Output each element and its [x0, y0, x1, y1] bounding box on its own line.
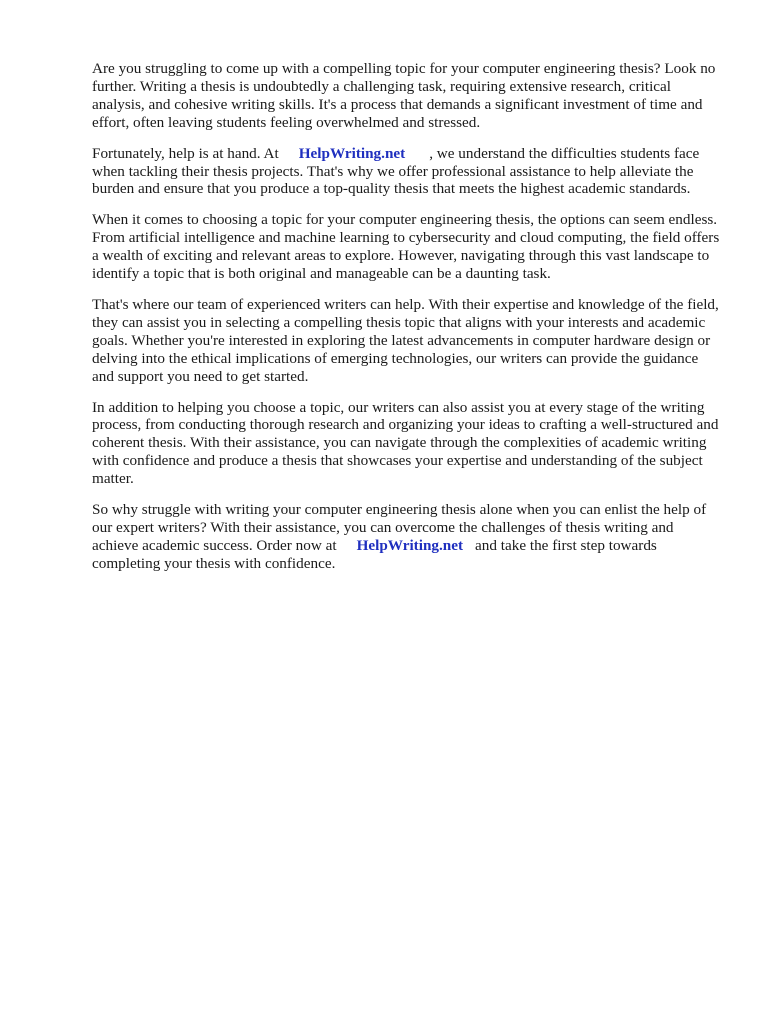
paragraph-intro: Are you struggling to come up with a compelling topic for your computer engineering thesis? Look no further. Writing a thesis is undoubtedly a challenging task, requiring extensive research, critical analysis, and cohesive writing skills. It's a process that demands a significant investment of time and effort, often leaving students feeling overwhelmed and stressed.	[92, 60, 716, 131]
paragraph-stages: In addition to helping you choose a topic, our writers can also assist you at every stage of the writing process, from conducting thorough research and organizing your ideas to crafting a well-structured and coherent thesis. With their assistance, you can navigate through the complexities of academic writing with confidence and produce a thesis that showcases your expertise and understanding of the subject matter.	[92, 398, 719, 488]
paragraph-closing	[92, 501, 722, 573]
paragraph-writers: That's where our team of experienced writers can help. With their expertise and knowledge of the field, they can assist you in selecting a compelling thesis topic that aligns with your interests and academic goals. Whether you're interested in exploring the latest advancements in computer hardware design or delving into the ethical implications of emerging technologies, our writers can provide the guidance and support you need to get started.	[92, 295, 719, 385]
paragraph-help-text-after: , we understand the difficulties students face when tackling their thesis projects. That's why we offer professional assistance to help alleviate the burden and ensure that you produce a top-quality thesis that meets the highest academic standards.	[92, 144, 700, 198]
paragraph-help-text-before: Fortunately, help is at hand. At	[92, 144, 279, 162]
helpwriting-link[interactable]: HelpWriting.net	[298, 144, 406, 162]
helpwriting-link-closing[interactable]: HelpWriting.net	[356, 536, 464, 554]
paragraph-topics: When it comes to choosing a topic for your computer engineering thesis, the options can seem endless. From artificial intelligence and machine learning to cybersecurity and cloud computing, the field offers a wealth of exciting and relevant areas to explore. However, navigating through this vast landscape to identify a topic that is both original and manageable can be a daunting task.	[92, 211, 720, 283]
paragraph-closing-text-before: So why struggle with writing your computer engineering thesis alone when you can enlist the help of our expert writers? With their assistance, you can overcome the challenges of thesis writing and achieve academic success. Order now at	[92, 501, 707, 554]
document-body	[92, 60, 722, 586]
paragraph-closing-text-after: and take the first step towards completing your thesis with confidence.	[92, 536, 657, 572]
paragraph-help	[92, 145, 722, 199]
